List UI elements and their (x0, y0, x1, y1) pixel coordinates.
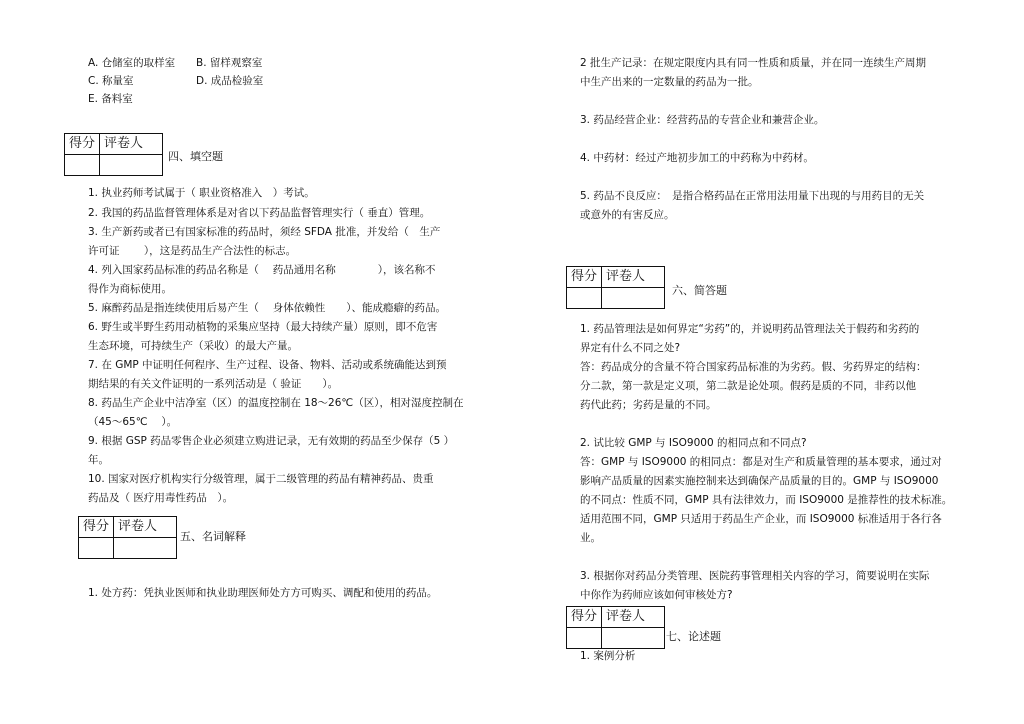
list-item: 1. 处方药：凭执业医师和执业助理医师处方方可购买、调配和使用的药品。 (88, 587, 438, 599)
list-item: （45～65℃ ）。 (88, 416, 178, 428)
option-e: E. 备料室 (88, 93, 133, 105)
list-item: 4. 列入国家药品标准的药品名称是（ 药品通用名称 ），该名称不 (88, 264, 436, 276)
list-item: 9. 根据 GSP 药品零售企业必须建立购进记录，无有效期的药品至少保存（5 ） (88, 435, 455, 447)
option-d: D. 成品检验室 (196, 75, 264, 87)
list-item: 中你作为药师应该如何审核处方? (580, 589, 733, 601)
score-box-section5 (78, 516, 177, 559)
score-box-section6 (566, 266, 665, 309)
list-item: 期结果的有关文件证明的一系列活动是（ 验证 ）。 (88, 378, 339, 390)
score-label: 得分 (65, 134, 100, 155)
def-item: 5. 药品不良反应： 是指合格药品在正常用法用量下出现的与用药目的无关 (580, 190, 925, 202)
option-a: A. 仓储室的取样室 (88, 57, 176, 69)
section5-title: 五、名词解释 (180, 530, 246, 543)
option-c: C. 称量室 (88, 75, 134, 87)
list-item: 分二款，第一款是定义项，第二款是论处项。假药是质的不同，非药以他 (580, 380, 916, 392)
list-item: 1. 药品管理法是如何界定“劣药”的，并说明药品管理法关于假药和劣药的 (580, 323, 920, 335)
def-item: 中生产出来的一定数量的药品为一批。 (580, 76, 759, 88)
list-item: 2. 试比较 GMP 与 ISO9000 的相同点和不同点? (580, 437, 807, 449)
reviewer-label: 评卷人 (100, 134, 163, 155)
section7-subitem: 1. 案例分析 (580, 650, 636, 662)
list-item: 3. 生产新药或者已有国家标准的药品时，须经 SFDA 批准，并发给（ 生产 (88, 226, 441, 238)
list-item: 界定有什么不同之处? (580, 342, 681, 354)
list-item: 影响产品质量的因素实施控制来达到确保产品质量的目的。GMP 与 ISO9000 (580, 475, 939, 487)
def-item: 2 批生产记录：在规定限度内具有同一性质和质量，并在同一连续生产周期 (580, 57, 927, 69)
list-item: 6. 野生或半野生药用动植物的采集应坚持（最大持续产量）原则，即不危害 (88, 321, 438, 333)
list-item: 药品及（ 医疗用毒性药品 ）。 (88, 492, 234, 504)
def-item: 3. 药品经营企业：经营药品的专营企业和兼营企业。 (580, 114, 825, 126)
list-item: 7. 在 GMP 中证明任何程序、生产过程、设备、物料、活动或系统确能达到预 (88, 359, 447, 371)
def-item: 或意外的有害反应。 (580, 209, 675, 221)
reviewer-label: 评卷人 (602, 607, 665, 628)
list-item: 1. 执业药师考试属于（ 职业资格准入 ）考试。 (88, 187, 315, 199)
score-label: 得分 (567, 267, 602, 288)
list-item: 2. 我国的药品监督管理体系是对省以下药品监督管理实行（ 垂直）管理。 (88, 207, 431, 219)
section7-title: 七、论述题 (666, 630, 721, 643)
list-item: 3. 根据你对药品分类管理、医院药事管理相关内容的学习，简要说明在实际 (580, 570, 930, 582)
list-item: 得作为商标使用。 (88, 283, 172, 295)
list-item: 业。 (580, 532, 601, 544)
reviewer-label: 评卷人 (602, 267, 665, 288)
list-item: 8. 药品生产企业中洁净室（区）的温度控制在 18～26℃（区），相对湿度控制在 (88, 397, 464, 409)
list-item: 5. 麻醉药品是指连续使用后易产生（ 身体依赖性 ）、能成瘾癖的药品。 (88, 302, 446, 314)
score-label: 得分 (79, 517, 114, 538)
list-item: 答：GMP 与 ISO9000 的相同点：都是对生产和质量管理的基本要求，通过对 (580, 456, 942, 468)
def-item: 4. 中药材：经过产地初步加工的中药称为中药材。 (580, 152, 814, 164)
score-box-section4 (64, 133, 163, 176)
score-box-section7 (566, 606, 665, 649)
list-item: 许可证 ），这是药品生产合法性的标志。 (88, 245, 297, 257)
list-item: 生态环境，可持续生产（采收）的最大产量。 (88, 340, 298, 352)
reviewer-label: 评卷人 (114, 517, 177, 538)
list-item: 药代此药；劣药是量的不同。 (580, 399, 717, 411)
list-item: 答：药品成分的含量不符合国家药品标准的为劣药。假、劣药界定的结构： (580, 361, 927, 373)
list-item: 10. 国家对医疗机构实行分级管理，属于二级管理的药品有精神药品、贵重 (88, 473, 434, 485)
list-item: 适用范围不同，GMP 只适用于药品生产企业，而 ISO9000 标准适用于各行各 (580, 513, 942, 525)
section4-title: 四、填空题 (168, 150, 223, 163)
option-b: B. 留样观察室 (196, 57, 263, 69)
list-item: 年。 (88, 454, 109, 466)
score-label: 得分 (567, 607, 602, 628)
list-item: 的不同点：性质不同，GMP 具有法律效力，而 ISO9000 是推荐性的技术标准。 (580, 494, 953, 506)
section6-title: 六、简答题 (672, 284, 727, 297)
